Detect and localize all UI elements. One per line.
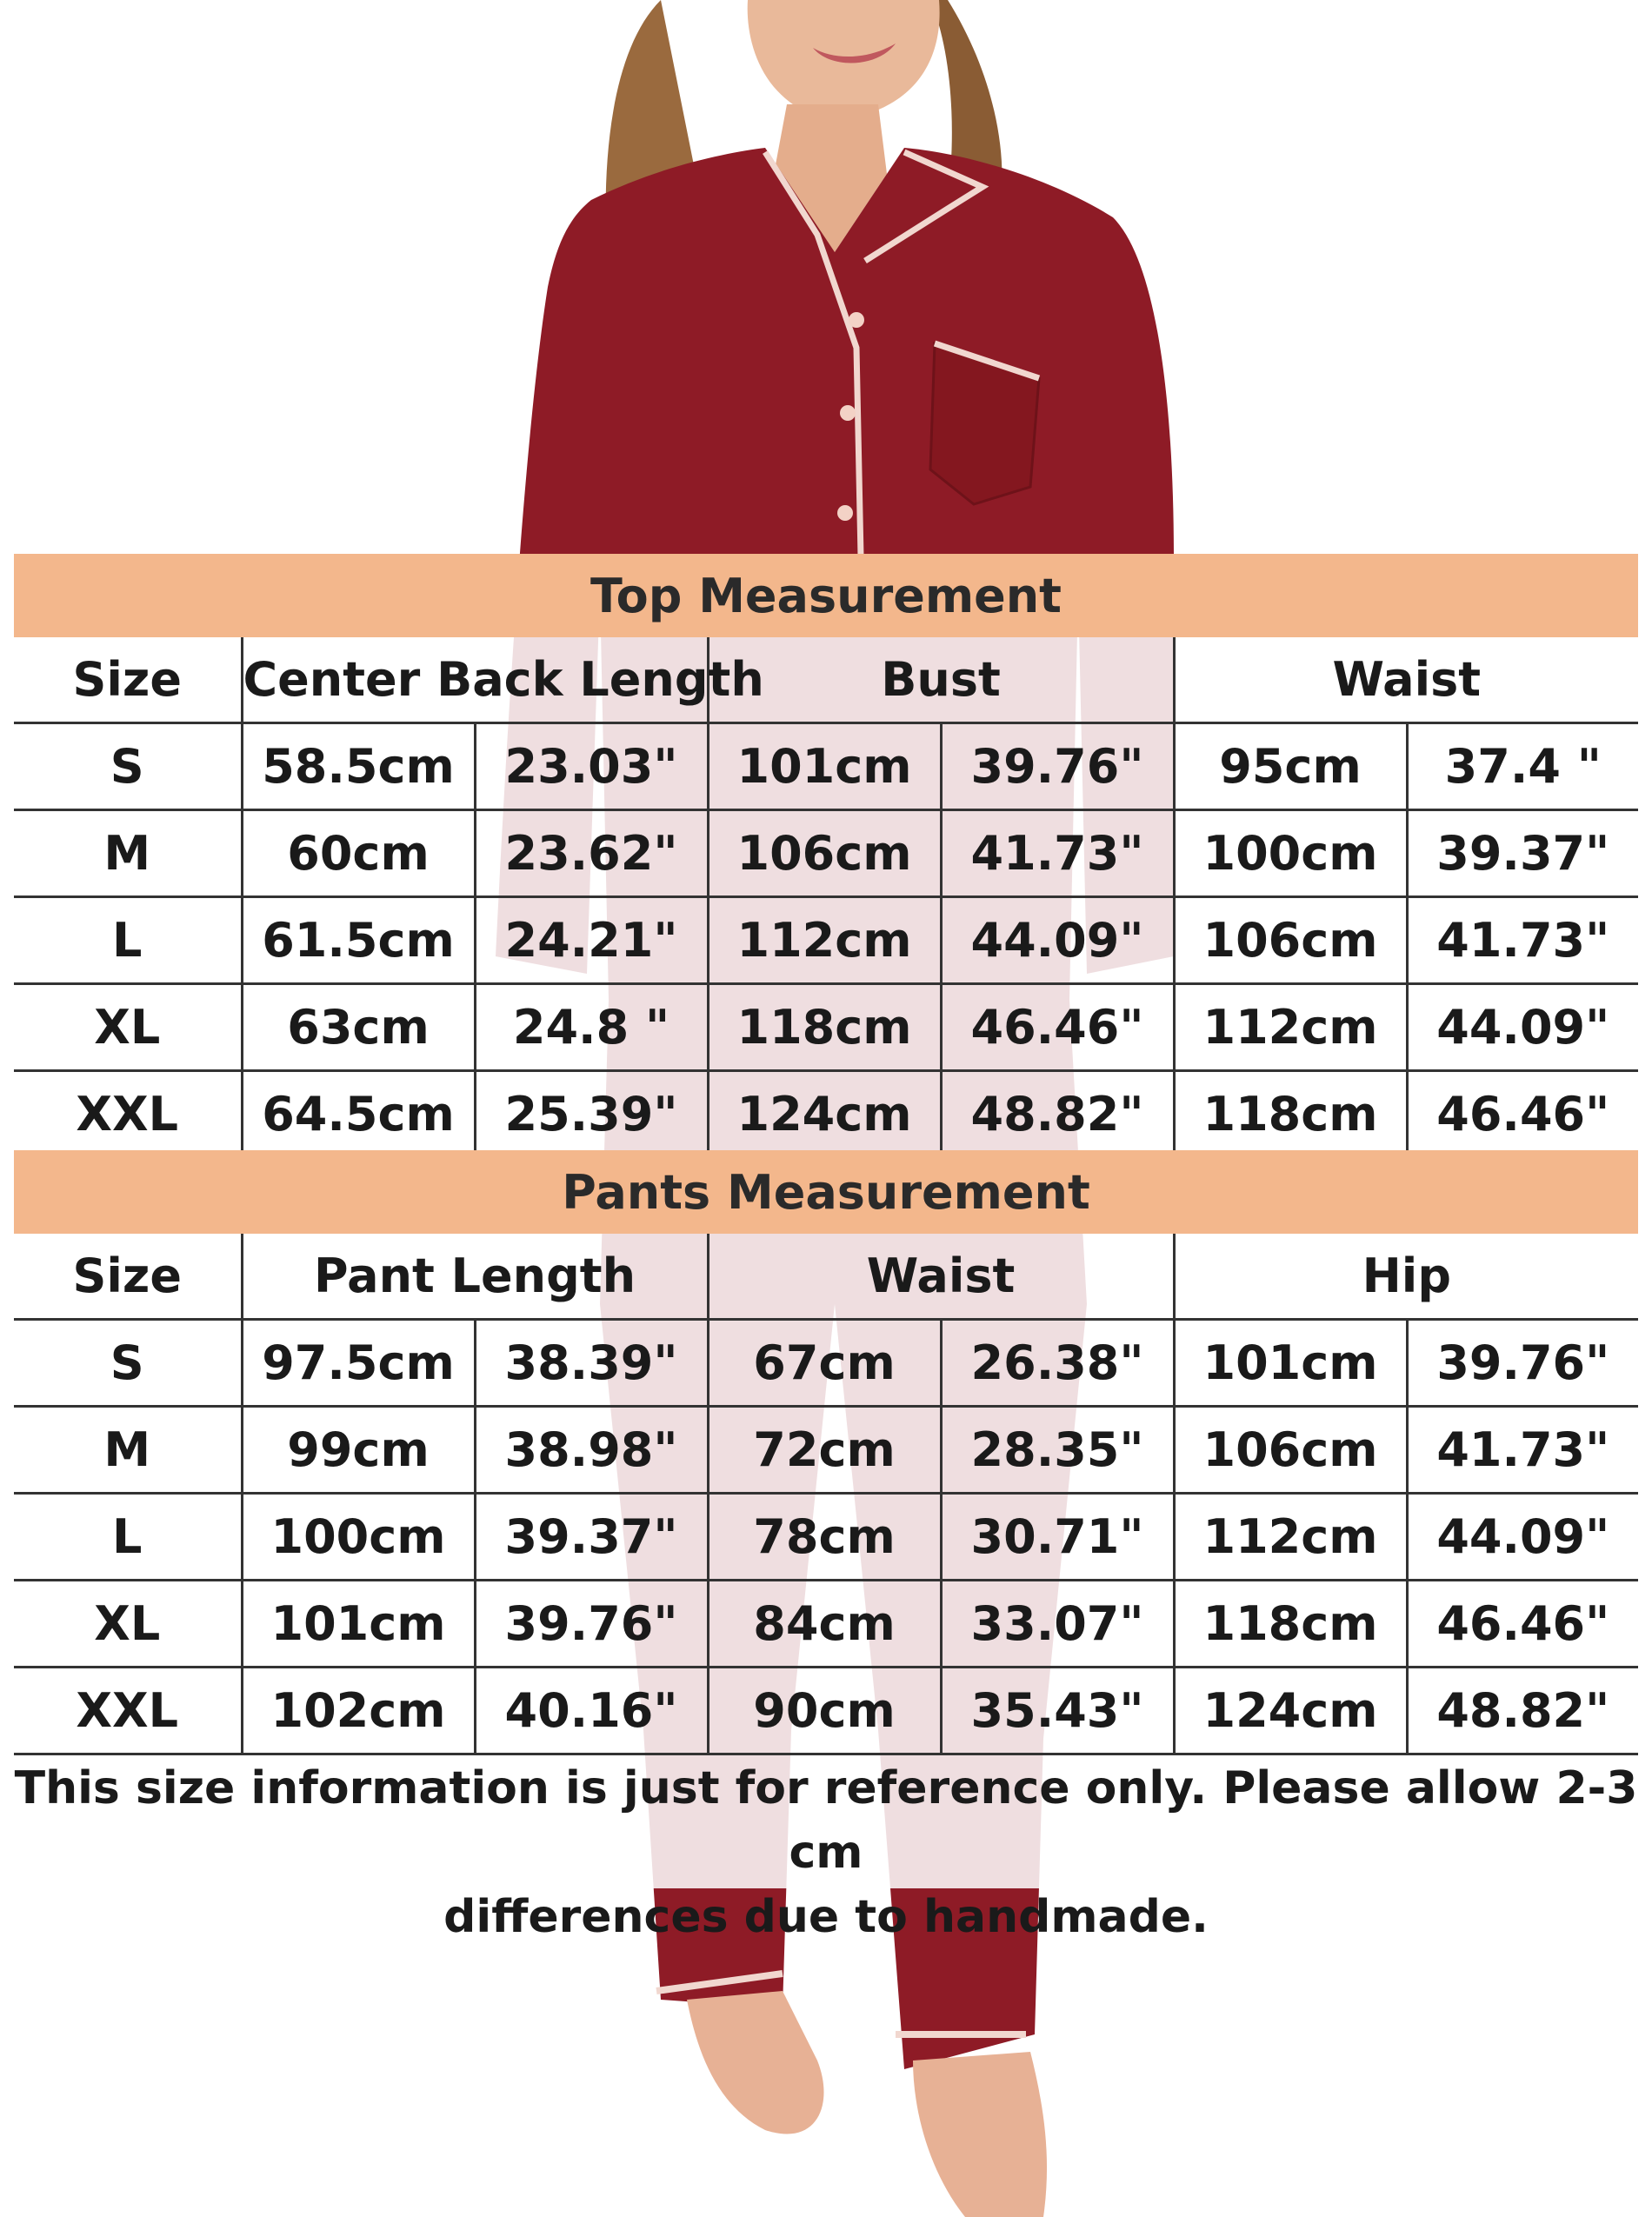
waist-in-cell: 30.71": [941, 1494, 1174, 1581]
bust-cm-cell: 118cm: [708, 984, 941, 1071]
waist-cm-cell: 100cm: [1174, 810, 1407, 897]
hip-in-cell: 48.82": [1407, 1668, 1638, 1754]
waist-cm-cell: 106cm: [1174, 897, 1407, 984]
length-in-cell: 39.76": [475, 1581, 708, 1668]
bust-header: Bust: [708, 637, 1174, 723]
length-cm-cell: 99cm: [242, 1407, 475, 1494]
length-in-cell: 38.39": [475, 1320, 708, 1407]
waist-cm-cell: 90cm: [708, 1668, 941, 1754]
button-2: [840, 405, 856, 421]
table-header-row: [14, 1234, 1638, 1320]
table-row: [14, 810, 1638, 897]
size-disclaimer-note: [14, 1756, 1638, 1949]
size-cell: L: [14, 897, 242, 984]
table-row: [14, 1668, 1638, 1754]
hip-header: Hip: [1174, 1234, 1638, 1320]
length-in-cell: 23.03": [475, 723, 708, 810]
table-row: [14, 1581, 1638, 1668]
size-header: Size: [14, 1234, 242, 1320]
hip-in-cell: 39.76": [1407, 1320, 1638, 1407]
length-cm-cell: 61.5cm: [242, 897, 475, 984]
size-cell: M: [14, 1407, 242, 1494]
waist-cm-cell: 118cm: [1174, 1071, 1407, 1158]
top-size-table: [14, 637, 1638, 1159]
waist-header: Waist: [1174, 637, 1638, 723]
waist-in-cell: 37.4 ": [1407, 723, 1638, 810]
note-line-1: This size information is just for reference only. Please allow 2-3 cm: [14, 1762, 1638, 1879]
note-line-2: differences due to handmade.: [443, 1891, 1209, 1943]
waist-in-cell: 26.38": [941, 1320, 1174, 1407]
length-in-cell: 24.8 ": [475, 984, 708, 1071]
hip-in-cell: 44.09": [1407, 1494, 1638, 1581]
bust-in-cell: 46.46": [941, 984, 1174, 1071]
table-row: [14, 1494, 1638, 1581]
top-measurement-title: Top Measurement: [14, 554, 1638, 637]
bust-cm-cell: 101cm: [708, 723, 941, 810]
length-in-cell: 24.21": [475, 897, 708, 984]
length-cm-cell: 100cm: [242, 1494, 475, 1581]
size-cell: L: [14, 1494, 242, 1581]
hip-cm-cell: 101cm: [1174, 1320, 1407, 1407]
waist-in-cell: 33.07": [941, 1581, 1174, 1668]
table-row: [14, 1407, 1638, 1494]
length-in-cell: 25.39": [475, 1071, 708, 1158]
bust-cm-cell: 106cm: [708, 810, 941, 897]
length-cm-cell: 60cm: [242, 810, 475, 897]
length-cm-cell: 97.5cm: [242, 1320, 475, 1407]
size-cell: XL: [14, 1581, 242, 1668]
table-row: [14, 723, 1638, 810]
foot-right: [913, 2052, 1047, 2217]
length-cm-cell: 102cm: [242, 1668, 475, 1754]
bust-in-cell: 41.73": [941, 810, 1174, 897]
waist-in-cell: 28.35": [941, 1407, 1174, 1494]
waist-in-cell: 46.46": [1407, 1071, 1638, 1158]
waist-cm-cell: 67cm: [708, 1320, 941, 1407]
hip-cm-cell: 124cm: [1174, 1668, 1407, 1754]
table-row: [14, 1320, 1638, 1407]
size-cell: XXL: [14, 1668, 242, 1754]
hip-cm-cell: 112cm: [1174, 1494, 1407, 1581]
size-cell: S: [14, 1320, 242, 1407]
table-header-row: [14, 637, 1638, 723]
length-cm-cell: 63cm: [242, 984, 475, 1071]
waist-in-cell: 39.37": [1407, 810, 1638, 897]
waist-cm-cell: 78cm: [708, 1494, 941, 1581]
waist-cm-cell: 95cm: [1174, 723, 1407, 810]
hip-in-cell: 46.46": [1407, 1581, 1638, 1668]
waist-in-cell: 41.73": [1407, 897, 1638, 984]
length-cm-cell: 58.5cm: [242, 723, 475, 810]
size-header: Size: [14, 637, 242, 723]
waist-in-cell: 44.09": [1407, 984, 1638, 1071]
size-cell: S: [14, 723, 242, 810]
length-in-cell: 23.62": [475, 810, 708, 897]
button-3: [837, 505, 853, 521]
foot-left: [687, 1991, 824, 2134]
table-row: [14, 984, 1638, 1071]
bust-in-cell: 44.09": [941, 897, 1174, 984]
bust-cm-cell: 112cm: [708, 897, 941, 984]
waist-cm-cell: 84cm: [708, 1581, 941, 1668]
waist-cm-cell: 72cm: [708, 1407, 941, 1494]
waist-cm-cell: 112cm: [1174, 984, 1407, 1071]
bust-cm-cell: 124cm: [708, 1071, 941, 1158]
center-back-length-header: Center Back Length: [242, 637, 708, 723]
pants-size-table: [14, 1234, 1638, 1755]
bust-in-cell: 39.76": [941, 723, 1174, 810]
table-row: [14, 1071, 1638, 1158]
length-cm-cell: 64.5cm: [242, 1071, 475, 1158]
waist-in-cell: 35.43": [941, 1668, 1174, 1754]
pants-measurement-title: Pants Measurement: [14, 1150, 1638, 1234]
hip-in-cell: 41.73": [1407, 1407, 1638, 1494]
table-row: [14, 897, 1638, 984]
bust-in-cell: 48.82": [941, 1071, 1174, 1158]
waist-header: Waist: [708, 1234, 1174, 1320]
length-in-cell: 40.16": [475, 1668, 708, 1754]
size-cell: M: [14, 810, 242, 897]
hip-cm-cell: 118cm: [1174, 1581, 1407, 1668]
length-in-cell: 38.98": [475, 1407, 708, 1494]
size-cell: XL: [14, 984, 242, 1071]
length-cm-cell: 101cm: [242, 1581, 475, 1668]
length-in-cell: 39.37": [475, 1494, 708, 1581]
size-cell: XXL: [14, 1071, 242, 1158]
hip-cm-cell: 106cm: [1174, 1407, 1407, 1494]
button-1: [849, 312, 864, 328]
pant-length-header: Pant Length: [242, 1234, 708, 1320]
